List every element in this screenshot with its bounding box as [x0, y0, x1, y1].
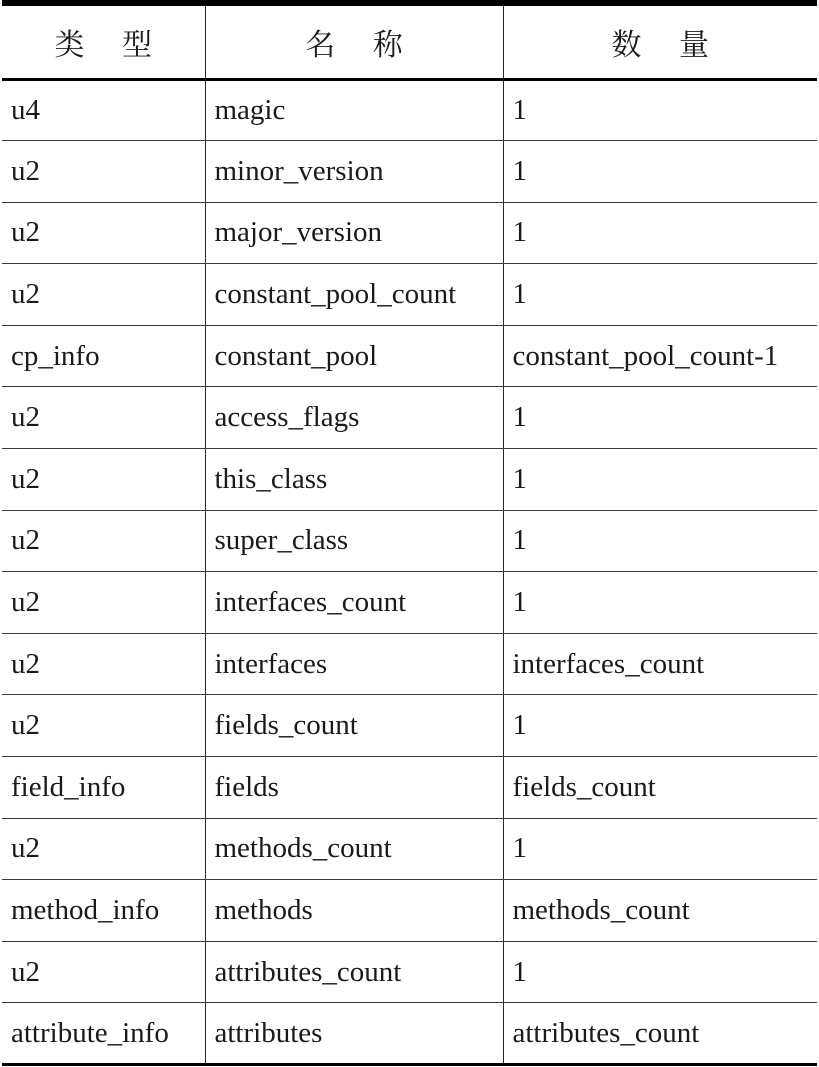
cell-name: constant_pool_count: [205, 264, 503, 326]
table-row: [2, 510, 817, 572]
cell-name: constant_pool: [205, 325, 503, 387]
cell-type: u2: [2, 695, 205, 757]
cell-count: 1: [503, 818, 817, 880]
cell-type: method_info: [2, 880, 205, 942]
header-name: 名 称: [205, 3, 503, 79]
table-row: [2, 79, 817, 141]
cell-type: u2: [2, 141, 205, 203]
table-row: [2, 757, 817, 819]
table-row: [2, 695, 817, 757]
cell-name: fields: [205, 757, 503, 819]
cell-count: 1: [503, 510, 817, 572]
cell-count: 1: [503, 572, 817, 634]
table-row: [2, 325, 817, 387]
cell-name: methods: [205, 880, 503, 942]
cell-type: u4: [2, 79, 205, 141]
cell-type: u2: [2, 818, 205, 880]
cell-name: interfaces: [205, 633, 503, 695]
cell-name: attributes_count: [205, 941, 503, 1003]
header-type: 类 型: [2, 3, 205, 79]
cell-count: fields_count: [503, 757, 817, 819]
header-row: [2, 3, 817, 79]
cell-count: 1: [503, 141, 817, 203]
table-row: [2, 387, 817, 449]
cell-type: attribute_info: [2, 1003, 205, 1065]
cell-type: u2: [2, 202, 205, 264]
cell-type: u2: [2, 572, 205, 634]
cell-type: u2: [2, 264, 205, 326]
cell-name: major_version: [205, 202, 503, 264]
cell-type: cp_info: [2, 325, 205, 387]
header-count: 数 量: [503, 3, 817, 79]
table-row: [2, 818, 817, 880]
table-row: [2, 264, 817, 326]
cell-type: u2: [2, 941, 205, 1003]
cell-type: u2: [2, 510, 205, 572]
table-header: [2, 3, 817, 79]
cell-name: access_flags: [205, 387, 503, 449]
table-body: [2, 79, 817, 1065]
table-row: [2, 141, 817, 203]
table-row: [2, 1003, 817, 1065]
cell-name: fields_count: [205, 695, 503, 757]
table-row: [2, 202, 817, 264]
cell-name: this_class: [205, 449, 503, 511]
cell-count: 1: [503, 202, 817, 264]
cell-count: interfaces_count: [503, 633, 817, 695]
cell-count: 1: [503, 264, 817, 326]
cell-type: field_info: [2, 757, 205, 819]
table-row: [2, 941, 817, 1003]
cell-count: constant_pool_count-1: [503, 325, 817, 387]
cell-count: 1: [503, 695, 817, 757]
cell-type: u2: [2, 449, 205, 511]
cell-name: super_class: [205, 510, 503, 572]
cell-count: attributes_count: [503, 1003, 817, 1065]
class-file-structure-table: [2, 0, 817, 1066]
cell-type: u2: [2, 633, 205, 695]
cell-name: attributes: [205, 1003, 503, 1065]
cell-type: u2: [2, 387, 205, 449]
cell-count: 1: [503, 449, 817, 511]
cell-name: interfaces_count: [205, 572, 503, 634]
table-row: [2, 633, 817, 695]
cell-name: methods_count: [205, 818, 503, 880]
cell-count: 1: [503, 387, 817, 449]
table-row: [2, 572, 817, 634]
cell-count: methods_count: [503, 880, 817, 942]
cell-count: 1: [503, 941, 817, 1003]
cell-name: minor_version: [205, 141, 503, 203]
table-row: [2, 449, 817, 511]
table-row: [2, 880, 817, 942]
cell-count: 1: [503, 79, 817, 141]
cell-name: magic: [205, 79, 503, 141]
